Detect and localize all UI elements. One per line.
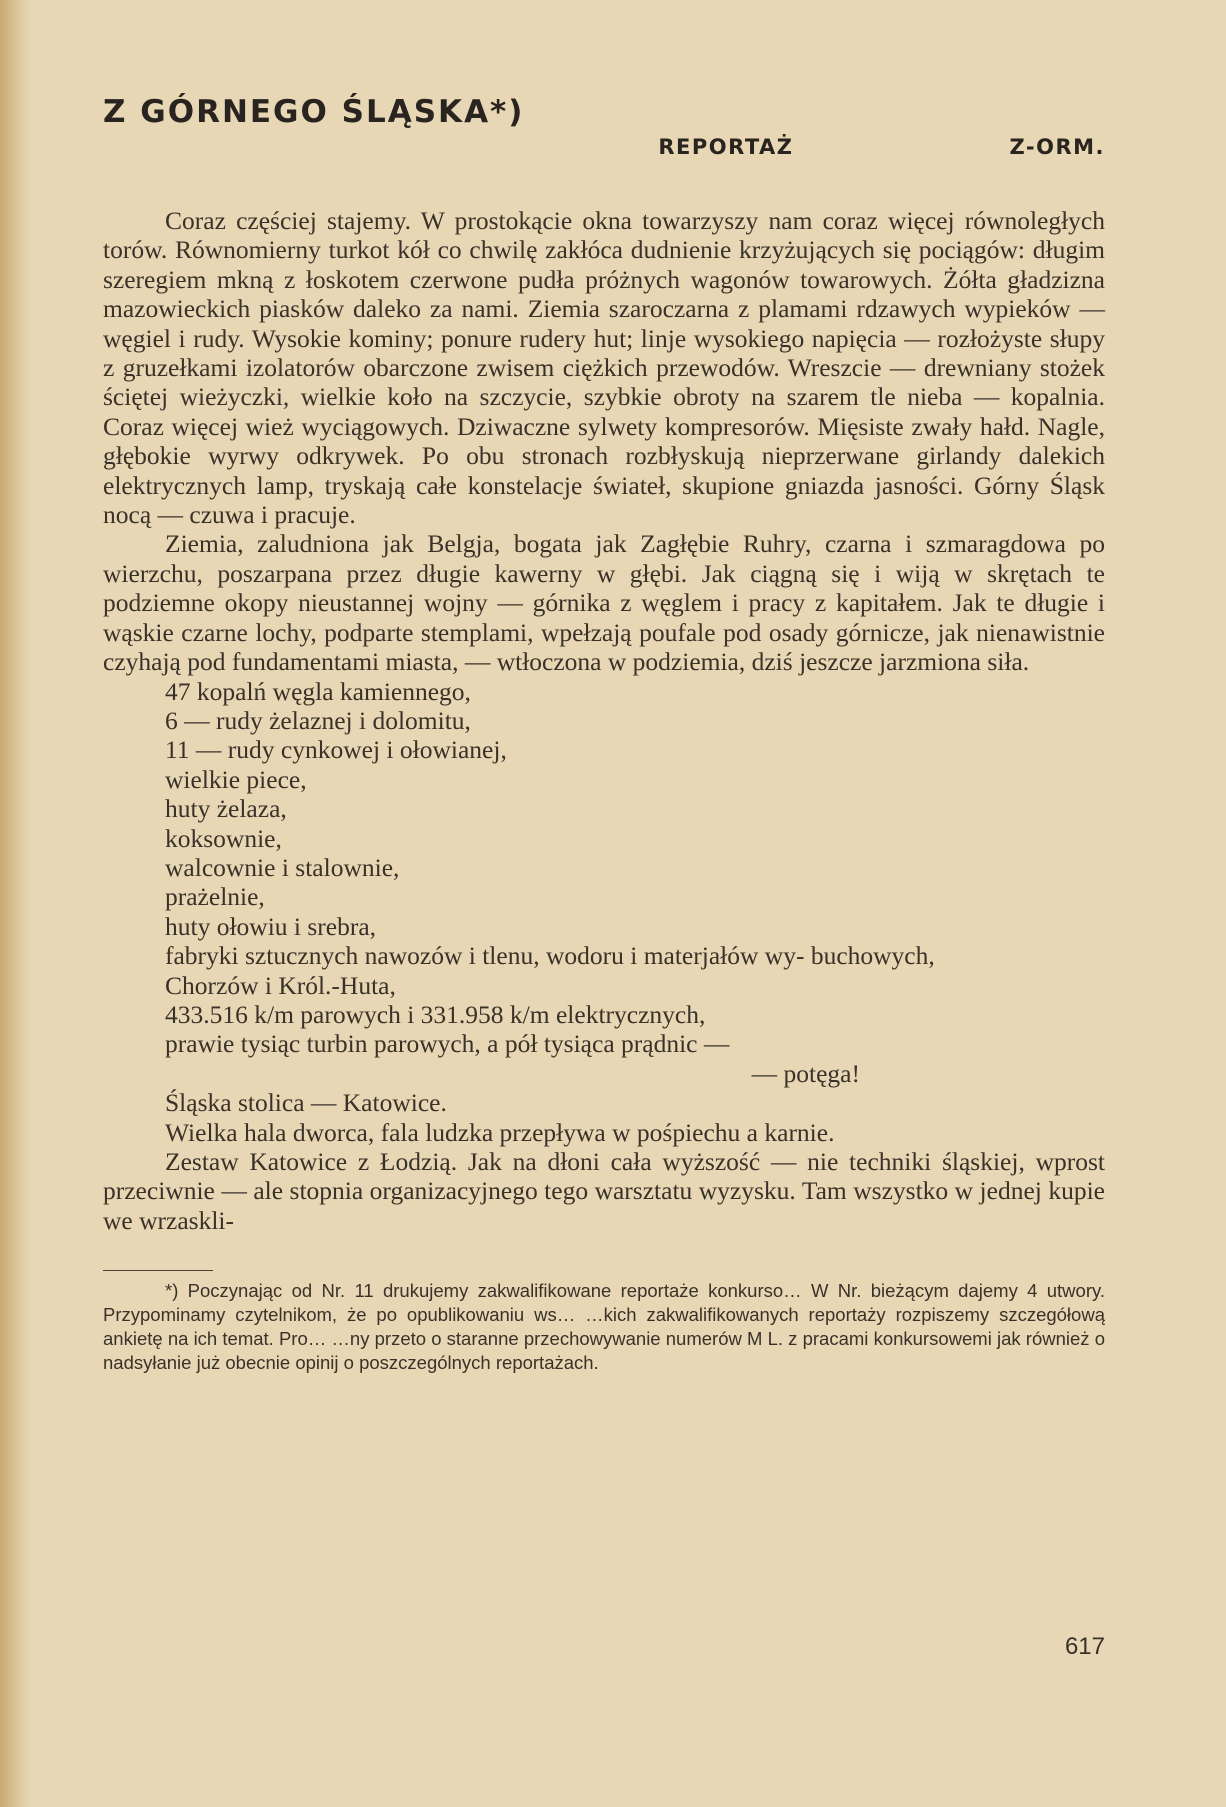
list-item: 47 kopalń węgla kamiennego, <box>165 676 471 706</box>
article-title: Z GÓRNEGO ŚLĄSKA*) <box>103 94 525 130</box>
author-signature: Z-ORM. <box>1009 135 1105 159</box>
paragraph: Wielka hala dworca, fala ludzka przepływa w pośpiechu a karnie. <box>165 1117 835 1147</box>
paragraph: Coraz częściej stajemy. W prostokącie okna towarzyszy nam coraz więcej równoległych torów. Równomierny turkot kół co chwilę zakłóca dudnienie krzyżujących się pociągów: długim szeregiem mkną z łoskotem czerwone pudła próżnych wagonów towarowych. Żółta gładzizna mazowieckich piasków daleko za nami. Ziemia szaroczarna z plamami rdzawych wypieków — węgiel i rudy. Wysokie kominy; ponure rudery hut; linje wysokiego napięcia — rozłożyste słupy z gruzełkami izolatorów obarczone zwisem ciężkich przewodów. Wreszcie — drewniany stożek ściętej wieżyczki, wielkie koło na szczycie, szybkie obroty na szarem tle nieba — kopalnia. Coraz więcej wież wyciągowych. Dziwaczne sylwety kompresorów. Mięsiste zwały hałd. Nagle, głębokie wyrwy odkrywek. Po obu stronach rozbłyskują nieprzerwane girlandy dalekich elektrycznych lamp, tryskają całe konstelacje świateł, skupione gniazda jasności. Górny Śląsk nocą — czuwa i pracuje. <box>103 206 1105 530</box>
page-edge <box>0 0 30 1807</box>
list-item: 11 — rudy cynkowej i ołowianej, <box>165 735 507 765</box>
genre-label: REPORTAŻ <box>658 135 794 159</box>
page-content <box>103 92 1105 1375</box>
list-item-text: fabryki sztucznych nawozów i tlenu, wodoru i materjałów wy- <box>165 941 805 971</box>
list-item <box>165 941 1105 970</box>
list-item: 6 — rudy żelaznej i dolomitu, <box>165 705 471 735</box>
list-item-continuation: buchowych, <box>810 941 935 971</box>
list-item: prawie tysiąc turbin parowych, a pół tysiąca prądnic — <box>165 1029 730 1059</box>
industry-list <box>103 677 1105 1118</box>
list-item: koksownie, <box>165 823 282 853</box>
footnote: *) Poczynając od Nr. 11 drukujemy zakwalifikowane reportaże konkurso… W Nr. bieżącym dajemy 4 utwory. Przypominamy czytelnikom, że po opublikowaniu ws… …kich zakwalifikowanych reportaży rozpiszemy szczegółową ankietę na ich temat. Pro… …ny przeto o staranne przechowywanie numerów M L. z pracami konkursowemi jak również o nadsyłanie już obecnie opinij o poszczególnych reportażach. <box>103 1280 1105 1374</box>
list-item: 433.516 k/m parowych i 331.958 k/m elektrycznych, <box>165 999 706 1029</box>
list-item: Chorzów i Król.-Huta, <box>165 970 396 1000</box>
list-item: prażelnie, <box>165 882 265 912</box>
climax-line: — potęga! <box>751 1058 860 1088</box>
list-item: Śląska stolica — Katowice. <box>165 1088 447 1118</box>
list-item: huty ołowiu i srebra, <box>165 911 377 941</box>
page-number: 617 <box>1064 1633 1105 1660</box>
footnote-divider <box>103 1270 213 1271</box>
paragraph: Zestaw Katowice z Łodzią. Jak na dłoni cała wyższość — nie techniki śląskiej, wprost przeciwnie — ale stopnia organizacyjnego tego warsztatu wyzysku. Tam wszystko w jednej kupie we wrzaskli- <box>103 1147 1105 1235</box>
list-item: walcownie i stalownie, <box>165 852 400 882</box>
list-item: huty żelaza, <box>165 794 287 824</box>
list-item: wielkie piece, <box>165 764 307 794</box>
paragraph: Ziemia, zaludniona jak Belgja, bogata jak Zagłębie Ruhry, czarna i szmaragdowa po wierzchu, poszarpana przez długie kawerny w głębi. Jak ciągną się i wiją w skrętach te podziemne okopy nieustannej wojny — górnika z węglem i pracy z kapitałem. Jak te długie i wąskie czarne lochy, podparte stemplami, wpełzają poufale pod osady górnicze, jak nienawistnie czyhają pod fundamentami miasta, — wtłoczona w podziemia, dziś jeszcze jarzmiona siła. <box>103 529 1105 677</box>
article-body <box>103 206 1105 1235</box>
subheading <box>103 132 1105 162</box>
